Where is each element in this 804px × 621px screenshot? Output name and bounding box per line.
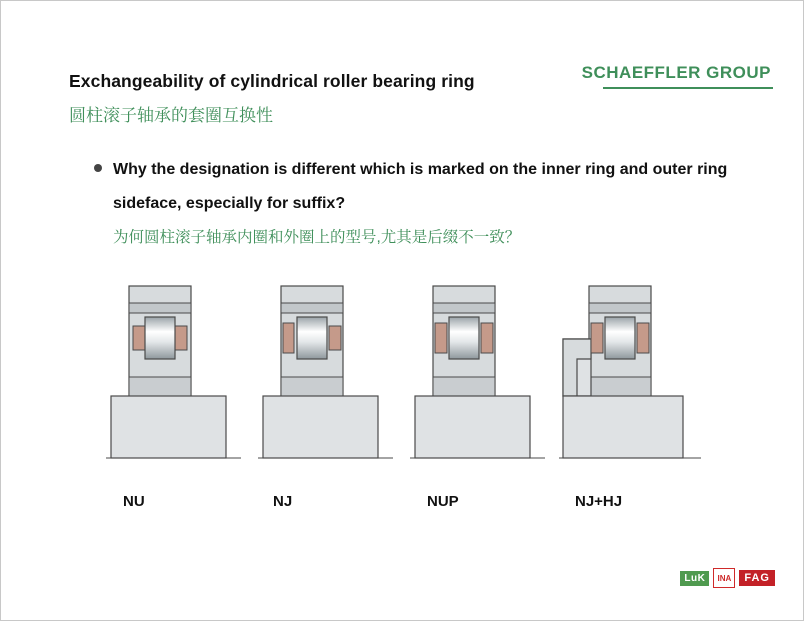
bullet-text-english: Why the designation is different which is marked on the inner ring and outer ring sideface, especially for suffix?: [113, 161, 728, 212]
bearing-figures-group: [101, 281, 721, 521]
figure-label-nj: NJ: [273, 493, 293, 510]
fag-logo: FAG: [739, 570, 775, 586]
footer-brand-logos: [680, 568, 775, 588]
ina-logo: INA: [713, 568, 735, 588]
bearing-figure-nup: [405, 281, 555, 521]
figure-label-nj-hj: NJ+HJ: [575, 493, 623, 510]
bullet-marker-icon: [94, 164, 102, 172]
luk-logo: LuK: [680, 571, 709, 586]
page-title-chinese: 圆柱滚子轴承的套圈互换性: [69, 106, 273, 125]
bearing-figure-nu: [101, 281, 251, 521]
bearing-diagram-nj: [253, 281, 403, 491]
bearing-figure-nj-hj: [557, 281, 707, 521]
bullet-text-chinese: 为何圆柱滚子轴承内圈和外圈上的型号,尤其是后缀不一致？: [113, 229, 521, 246]
bearing-diagram-nu: [101, 281, 251, 491]
figure-label-nu: NU: [123, 493, 145, 510]
brand-underline: [603, 87, 773, 89]
bearing-figure-nj: [253, 281, 403, 521]
bearing-diagram-nj-hj: [557, 281, 707, 491]
page-title-english: Exchangeability of cylindrical roller bearing ring: [69, 71, 475, 91]
schaeffler-brand-text: SCHAEFFLER GROUP: [581, 63, 771, 82]
bearing-diagram-nup: [405, 281, 555, 491]
figure-label-nup: NUP: [427, 493, 459, 510]
